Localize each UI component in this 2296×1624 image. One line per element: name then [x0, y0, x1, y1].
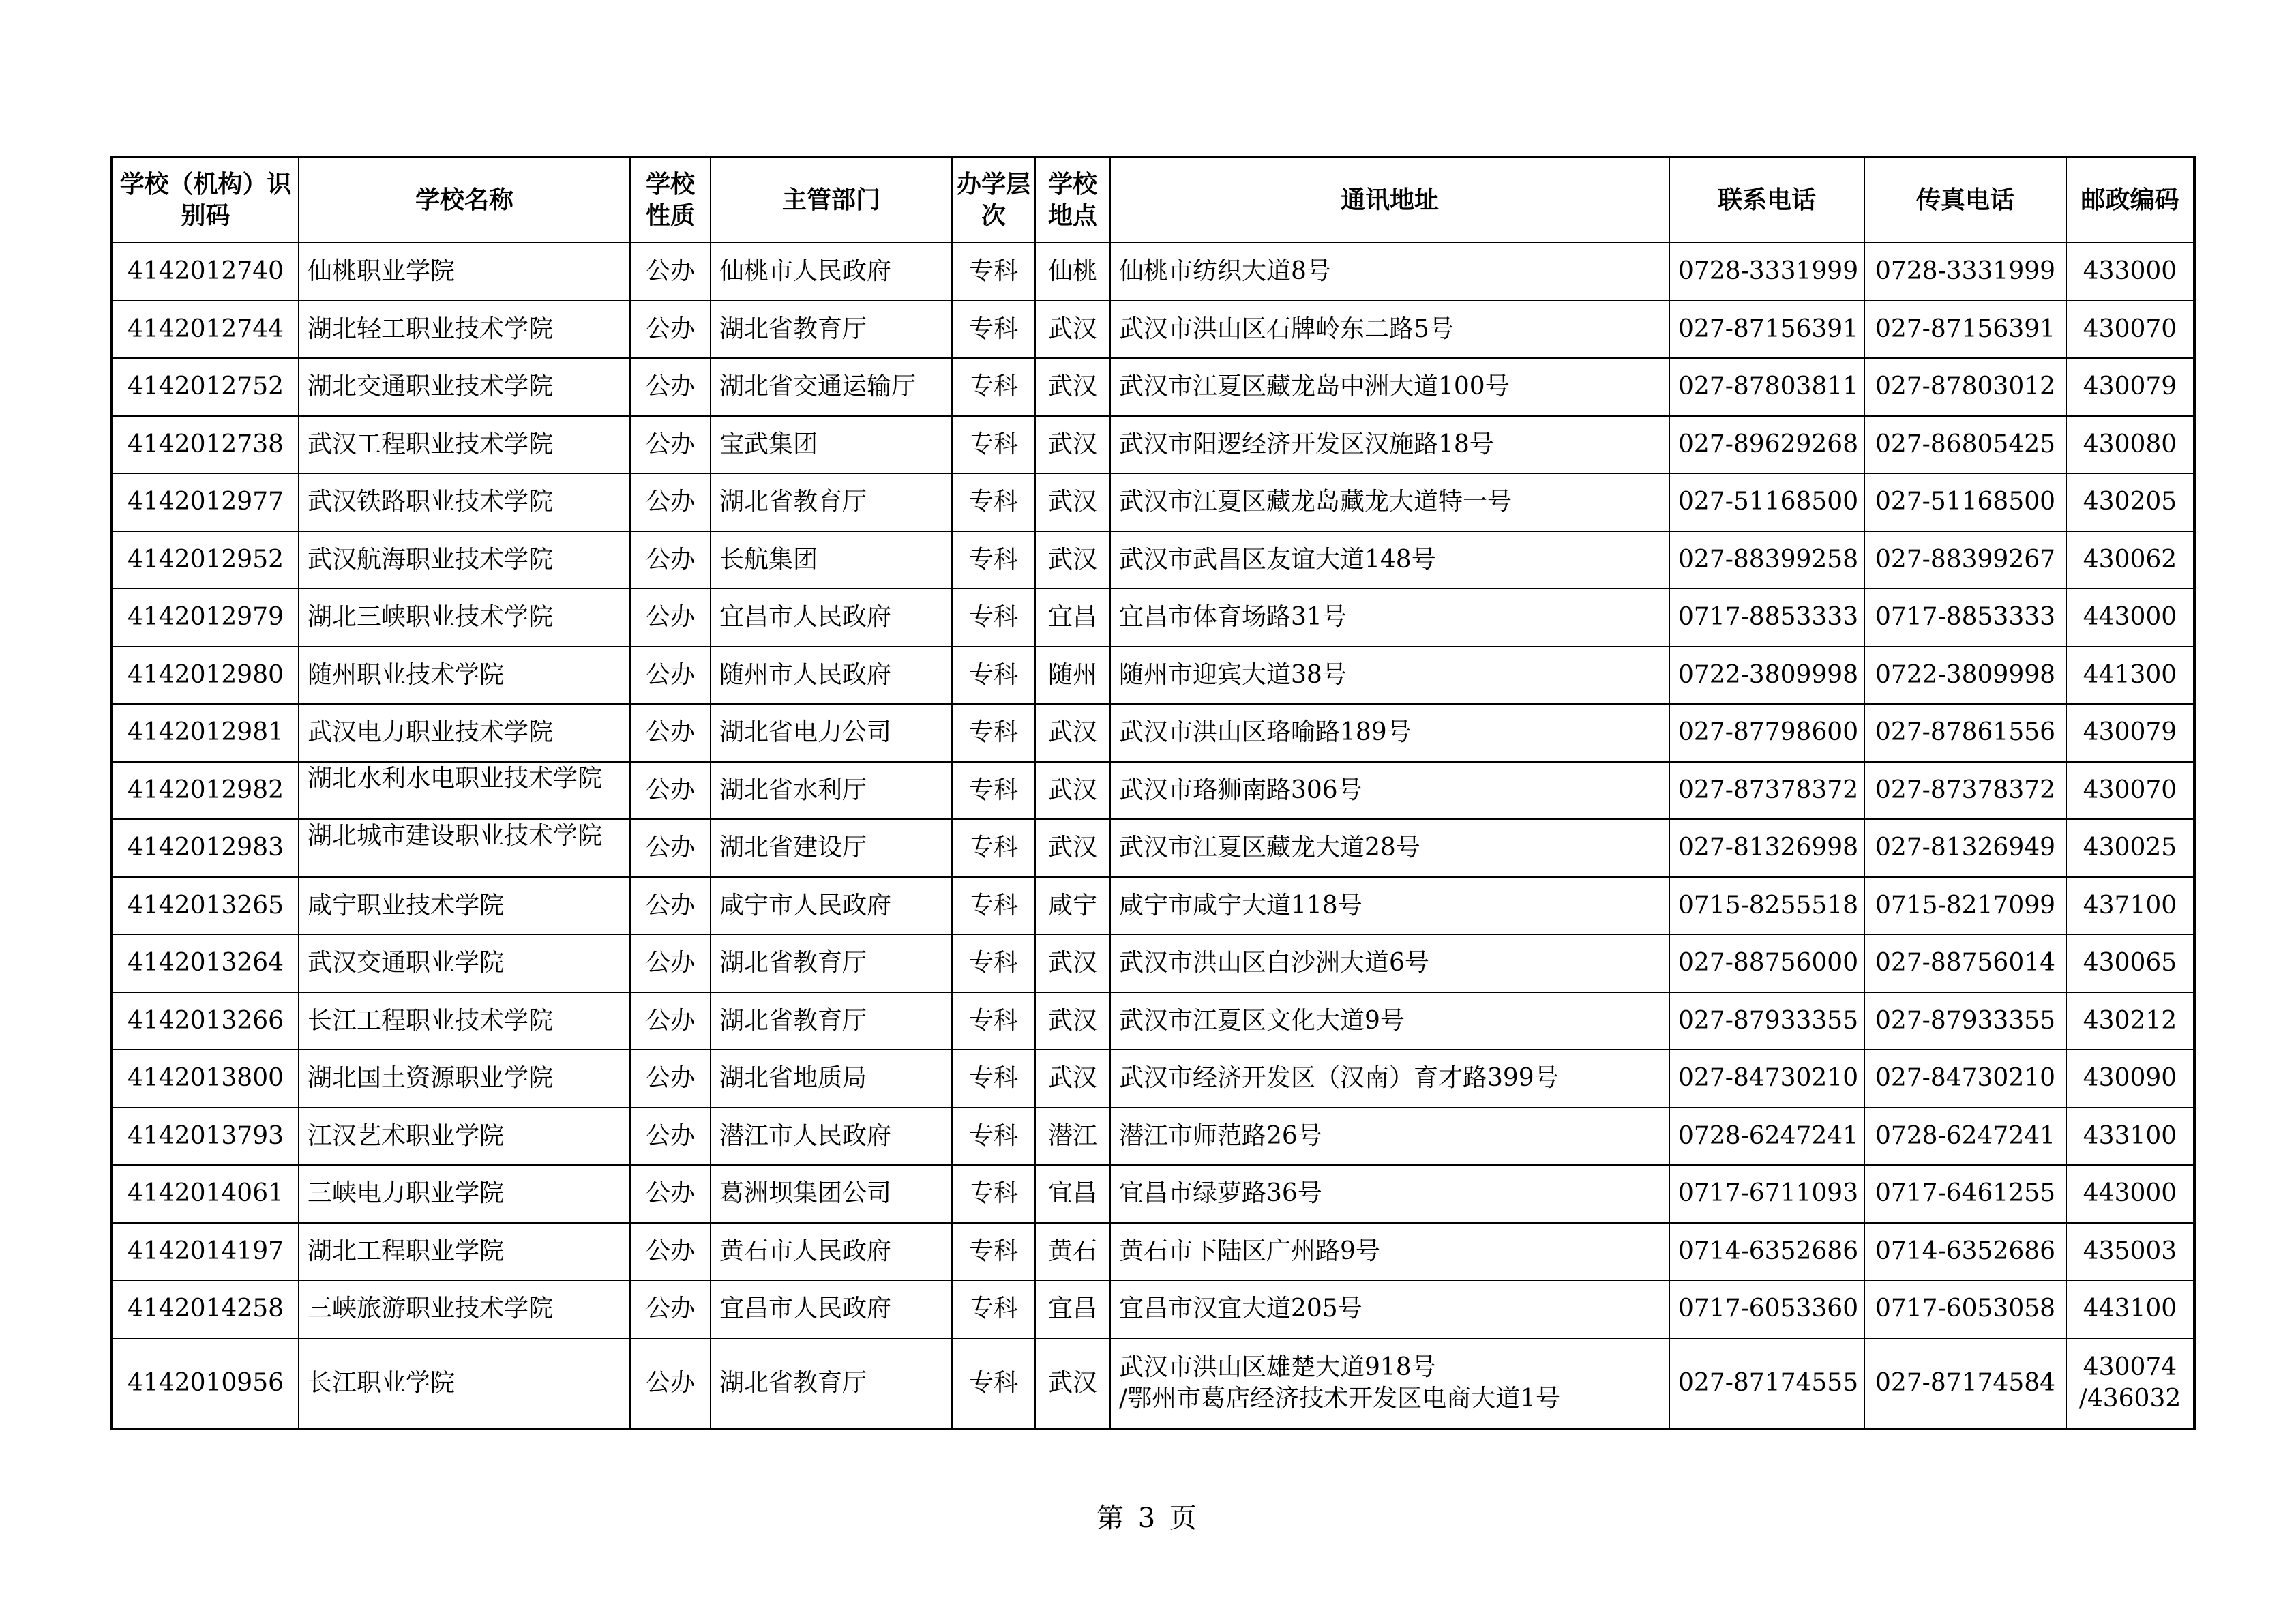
- cell-address-line: 宜昌市汉宜大道205号: [1119, 1295, 1362, 1323]
- cell-level: 专科: [952, 1338, 1035, 1429]
- cell-level: 专科: [952, 589, 1035, 647]
- cell-phone: 0714-6352686: [1669, 1223, 1864, 1281]
- cell-location: 宜昌: [1035, 589, 1110, 647]
- cell-school-code: 4142012977: [112, 473, 299, 531]
- cell-school-nature: 公办: [630, 473, 711, 531]
- cell-school-name: 武汉航海职业技术学院: [299, 531, 630, 589]
- cell-location: 武汉: [1035, 819, 1110, 877]
- table-row: [112, 1050, 2194, 1108]
- cell-address: [1110, 473, 1669, 531]
- cell-level: 专科: [952, 704, 1035, 762]
- cell-school-nature: 公办: [630, 704, 711, 762]
- cell-location: 武汉: [1035, 1338, 1110, 1429]
- cell-department: 葛洲坝集团公司: [711, 1165, 952, 1223]
- header-postcode: 邮政编码: [2066, 157, 2194, 243]
- cell-phone: 0717-8853333: [1669, 589, 1864, 647]
- cell-location: 武汉: [1035, 762, 1110, 820]
- cell-level: 专科: [952, 531, 1035, 589]
- cell-address: [1110, 1280, 1669, 1338]
- cell-location: 武汉: [1035, 992, 1110, 1050]
- cell-phone: 0717-6053360: [1669, 1280, 1864, 1338]
- cell-department: 长航集团: [711, 531, 952, 589]
- cell-school-nature: 公办: [630, 1280, 711, 1338]
- table-row: [112, 934, 2194, 992]
- cell-fax: 027-86805425: [1864, 416, 2066, 474]
- cell-fax: 0715-8217099: [1864, 877, 2066, 935]
- cell-address-line: 黄石市下陆区广州路9号: [1119, 1237, 1380, 1265]
- cell-address-line: 武汉市经济开发区（汉南）育才路399号: [1119, 1064, 1559, 1093]
- cell-school-code: 4142012980: [112, 647, 299, 705]
- school-name-text: 湖北城市建设职业技术学院: [308, 822, 603, 851]
- cell-fax: 027-87156391: [1864, 301, 2066, 359]
- cell-address: [1110, 1050, 1669, 1108]
- cell-school-code: 4142013793: [112, 1108, 299, 1166]
- cell-address-line: 武汉市洪山区石牌岭东二路5号: [1119, 314, 1454, 343]
- cell-postcode: [2066, 1338, 2194, 1429]
- cell-postcode: [2066, 992, 2194, 1050]
- cell-school-code: 4142012744: [112, 301, 299, 359]
- cell-fax: 027-87861556: [1864, 704, 2066, 762]
- cell-postcode: [2066, 1108, 2194, 1166]
- cell-school-code: 4142012983: [112, 819, 299, 877]
- table-row: [112, 992, 2194, 1050]
- table-row: [112, 589, 2194, 647]
- cell-address-line: 武汉市洪山区雄楚大道918号: [1119, 1353, 1436, 1381]
- cell-address: [1110, 877, 1669, 935]
- cell-address-line: 随州市迎宾大道38号: [1119, 660, 1347, 689]
- cell-location: 仙桃: [1035, 243, 1110, 301]
- cell-phone: 0728-6247241: [1669, 1108, 1864, 1166]
- cell-postcode: [2066, 243, 2194, 301]
- cell-phone: 027-87156391: [1669, 301, 1864, 359]
- cell-fax: 027-51168500: [1864, 473, 2066, 531]
- cell-level: 专科: [952, 1280, 1035, 1338]
- cell-school-nature: 公办: [630, 647, 711, 705]
- cell-address-line: 武汉市江夏区文化大道9号: [1119, 1006, 1405, 1035]
- cell-address: [1110, 934, 1669, 992]
- cell-location: 宜昌: [1035, 1280, 1110, 1338]
- cell-postcode-line: 430079: [2083, 718, 2177, 747]
- table-row: [112, 531, 2194, 589]
- cell-postcode-line: 430074: [2083, 1353, 2177, 1381]
- cell-phone: 027-87174555: [1669, 1338, 1864, 1429]
- cell-school-name: 湖北三峡职业技术学院: [299, 589, 630, 647]
- table-row: [112, 704, 2194, 762]
- cell-postcode-line: 430065: [2083, 949, 2177, 977]
- cell-level: 专科: [952, 473, 1035, 531]
- cell-school-code: 4142010956: [112, 1338, 299, 1429]
- cell-school-name: 咸宁职业技术学院: [299, 877, 630, 935]
- cell-location: 武汉: [1035, 416, 1110, 474]
- cell-phone: 027-88399258: [1669, 531, 1864, 589]
- cell-location: 随州: [1035, 647, 1110, 705]
- cell-school-name: 江汉艺术职业学院: [299, 1108, 630, 1166]
- cell-phone: 027-87933355: [1669, 992, 1864, 1050]
- cell-fax: 0714-6352686: [1864, 1223, 2066, 1281]
- cell-school-name: 长江职业学院: [299, 1338, 630, 1429]
- cell-postcode-line: 430070: [2083, 776, 2177, 804]
- cell-phone: 027-89629268: [1669, 416, 1864, 474]
- cell-postcode: [2066, 416, 2194, 474]
- cell-address-line: 武汉市珞狮南路306号: [1119, 776, 1362, 804]
- cell-school-name: 武汉交通职业学院: [299, 934, 630, 992]
- cell-level: 专科: [952, 301, 1035, 359]
- cell-fax: 0728-3331999: [1864, 243, 2066, 301]
- cell-school-code: 4142012740: [112, 243, 299, 301]
- header-school-nature: 学校性质: [630, 157, 711, 243]
- cell-school-name: 长江工程职业技术学院: [299, 992, 630, 1050]
- cell-school-nature: 公办: [630, 1165, 711, 1223]
- cell-school-code: 4142014197: [112, 1223, 299, 1281]
- table-header: [112, 157, 2194, 243]
- cell-school-name: 仙桃职业学院: [299, 243, 630, 301]
- cell-school-code: 4142014258: [112, 1280, 299, 1338]
- cell-department: 湖北省建设厅: [711, 819, 952, 877]
- table-row: [112, 762, 2194, 820]
- cell-address: [1110, 416, 1669, 474]
- cell-school-nature: 公办: [630, 358, 711, 416]
- cell-location: 武汉: [1035, 473, 1110, 531]
- cell-postcode-line: 443000: [2083, 603, 2177, 632]
- cell-department: 湖北省教育厅: [711, 934, 952, 992]
- cell-school-name: 随州职业技术学院: [299, 647, 630, 705]
- cell-postcode: [2066, 647, 2194, 705]
- cell-postcode: [2066, 301, 2194, 359]
- cell-fax: 0717-6053058: [1864, 1280, 2066, 1338]
- cell-level: 专科: [952, 647, 1035, 705]
- cell-school-name: 湖北国土资源职业学院: [299, 1050, 630, 1108]
- cell-postcode-line: 443100: [2083, 1295, 2177, 1323]
- page-number: 第 3 页: [1097, 1503, 1199, 1534]
- cell-phone: 0722-3809998: [1669, 647, 1864, 705]
- cell-school-name: [299, 762, 630, 820]
- cell-postcode: [2066, 1050, 2194, 1108]
- cell-address: [1110, 1165, 1669, 1223]
- table-row: [112, 1165, 2194, 1223]
- cell-postcode: [2066, 531, 2194, 589]
- cell-fax: 0717-6461255: [1864, 1165, 2066, 1223]
- cell-location: 武汉: [1035, 704, 1110, 762]
- cell-address: [1110, 1223, 1669, 1281]
- table-row: [112, 819, 2194, 877]
- cell-level: 专科: [952, 877, 1035, 935]
- cell-address: [1110, 762, 1669, 820]
- cell-department: 湖北省电力公司: [711, 704, 952, 762]
- cell-fax: 0728-6247241: [1864, 1108, 2066, 1166]
- header-level: 办学层次: [952, 157, 1035, 243]
- cell-level: 专科: [952, 1223, 1035, 1281]
- table-row: [112, 1280, 2194, 1338]
- cell-address: [1110, 589, 1669, 647]
- cell-school-code: 4142013266: [112, 992, 299, 1050]
- cell-postcode: [2066, 877, 2194, 935]
- cell-location: 武汉: [1035, 301, 1110, 359]
- cell-school-name: 三峡电力职业学院: [299, 1165, 630, 1223]
- cell-level: 专科: [952, 1050, 1035, 1108]
- cell-address: [1110, 531, 1669, 589]
- cell-school-code: 4142012738: [112, 416, 299, 474]
- cell-address-line: 宜昌市体育场路31号: [1119, 603, 1347, 632]
- cell-school-nature: 公办: [630, 877, 711, 935]
- cell-school-nature: 公办: [630, 1223, 711, 1281]
- school-name-text: 湖北水利水电职业技术学院: [308, 764, 603, 793]
- cell-school-name: 武汉铁路职业技术学院: [299, 473, 630, 531]
- cell-postcode: [2066, 473, 2194, 531]
- cell-fax: 027-87378372: [1864, 762, 2066, 820]
- cell-school-code: 4142013265: [112, 877, 299, 935]
- cell-postcode-line: 430212: [2083, 1006, 2177, 1035]
- table-row: [112, 1338, 2194, 1429]
- header-location: 学校地点: [1035, 157, 1110, 243]
- cell-address-line: /鄂州市葛店经济技术开发区电商大道1号: [1119, 1384, 1561, 1413]
- cell-postcode-line: /436032: [2078, 1384, 2181, 1413]
- cell-fax: 0717-8853333: [1864, 589, 2066, 647]
- cell-phone: 027-81326998: [1669, 819, 1864, 877]
- cell-school-nature: 公办: [630, 1050, 711, 1108]
- cell-address: [1110, 1338, 1669, 1429]
- cell-postcode: [2066, 1165, 2194, 1223]
- cell-department: 湖北省地质局: [711, 1050, 952, 1108]
- cell-fax: 027-88756014: [1864, 934, 2066, 992]
- cell-school-name: 三峡旅游职业技术学院: [299, 1280, 630, 1338]
- cell-address: [1110, 647, 1669, 705]
- cell-fax: 027-87803012: [1864, 358, 2066, 416]
- cell-postcode-line: 443000: [2083, 1179, 2177, 1208]
- cell-level: 专科: [952, 1108, 1035, 1166]
- cell-level: 专科: [952, 416, 1035, 474]
- cell-department: 宜昌市人民政府: [711, 589, 952, 647]
- cell-phone: 0715-8255518: [1669, 877, 1864, 935]
- cell-department: 湖北省交通运输厅: [711, 358, 952, 416]
- cell-address: [1110, 992, 1669, 1050]
- cell-school-code: 4142012981: [112, 704, 299, 762]
- cell-school-nature: 公办: [630, 301, 711, 359]
- cell-level: 专科: [952, 992, 1035, 1050]
- cell-postcode: [2066, 1280, 2194, 1338]
- cell-address-line: 武汉市武昌区友谊大道148号: [1119, 545, 1436, 574]
- table-row: [112, 877, 2194, 935]
- cell-postcode-line: 433100: [2083, 1121, 2177, 1150]
- cell-phone: 027-51168500: [1669, 473, 1864, 531]
- cell-department: 仙桃市人民政府: [711, 243, 952, 301]
- cell-location: 咸宁: [1035, 877, 1110, 935]
- cell-location: 武汉: [1035, 531, 1110, 589]
- cell-postcode-line: 430080: [2083, 430, 2177, 458]
- cell-level: 专科: [952, 762, 1035, 820]
- cell-level: 专科: [952, 243, 1035, 301]
- cell-school-nature: 公办: [630, 1338, 711, 1429]
- cell-school-code: 4142013264: [112, 934, 299, 992]
- cell-level: 专科: [952, 1165, 1035, 1223]
- cell-address-line: 仙桃市纺织大道8号: [1119, 257, 1331, 286]
- cell-phone: 027-84730210: [1669, 1050, 1864, 1108]
- cell-address-line: 武汉市洪山区珞喻路189号: [1119, 718, 1412, 747]
- cell-fax: 027-87933355: [1864, 992, 2066, 1050]
- cell-address-line: 武汉市江夏区藏龙大道28号: [1119, 833, 1420, 862]
- cell-department: 湖北省教育厅: [711, 992, 952, 1050]
- cell-postcode: [2066, 762, 2194, 820]
- cell-fax: 027-88399267: [1864, 531, 2066, 589]
- table-body: [112, 243, 2194, 1429]
- cell-postcode: [2066, 704, 2194, 762]
- table-row: [112, 358, 2194, 416]
- cell-address: [1110, 358, 1669, 416]
- cell-school-name: 湖北轻工职业技术学院: [299, 301, 630, 359]
- cell-school-code: 4142014061: [112, 1165, 299, 1223]
- cell-school-nature: 公办: [630, 762, 711, 820]
- cell-postcode-line: 430205: [2083, 488, 2177, 516]
- cell-location: 宜昌: [1035, 1165, 1110, 1223]
- cell-postcode: [2066, 819, 2194, 877]
- cell-school-name: 武汉工程职业技术学院: [299, 416, 630, 474]
- cell-school-code: 4142012979: [112, 589, 299, 647]
- table-row: [112, 243, 2194, 301]
- cell-school-nature: 公办: [630, 531, 711, 589]
- cell-address-line: 武汉市阳逻经济开发区汉施路18号: [1119, 430, 1494, 458]
- header-phone: 联系电话: [1669, 157, 1864, 243]
- cell-phone: 0717-6711093: [1669, 1165, 1864, 1223]
- cell-school-nature: 公办: [630, 416, 711, 474]
- cell-postcode: [2066, 358, 2194, 416]
- cell-department: 黄石市人民政府: [711, 1223, 952, 1281]
- cell-department: 潜江市人民政府: [711, 1108, 952, 1166]
- header-school-code: 学校（机构）识别码: [112, 157, 299, 243]
- cell-level: 专科: [952, 934, 1035, 992]
- cell-school-nature: 公办: [630, 1108, 711, 1166]
- cell-school-name: 湖北交通职业技术学院: [299, 358, 630, 416]
- cell-postcode-line: 430079: [2083, 372, 2177, 401]
- cell-postcode-line: 430025: [2083, 833, 2177, 862]
- cell-school-code: 4142012982: [112, 762, 299, 820]
- cell-location: 潜江: [1035, 1108, 1110, 1166]
- cell-level: 专科: [952, 358, 1035, 416]
- cell-address-line: 咸宁市咸宁大道118号: [1119, 891, 1362, 919]
- table-row: [112, 301, 2194, 359]
- header-school-name: 学校名称: [299, 157, 630, 243]
- cell-school-nature: 公办: [630, 589, 711, 647]
- cell-postcode-line: 437100: [2083, 891, 2177, 919]
- cell-department: 湖北省教育厅: [711, 1338, 952, 1429]
- cell-phone: 027-87378372: [1669, 762, 1864, 820]
- cell-school-code: 4142012752: [112, 358, 299, 416]
- cell-postcode-line: 430070: [2083, 314, 2177, 343]
- cell-postcode-line: 433000: [2083, 257, 2177, 286]
- cell-department: 宜昌市人民政府: [711, 1280, 952, 1338]
- cell-school-name: 湖北工程职业学院: [299, 1223, 630, 1281]
- cell-phone: 0728-3331999: [1669, 243, 1864, 301]
- cell-address: [1110, 243, 1669, 301]
- cell-school-nature: 公办: [630, 934, 711, 992]
- cell-school-code: 4142012952: [112, 531, 299, 589]
- cell-phone: 027-87798600: [1669, 704, 1864, 762]
- cell-postcode: [2066, 934, 2194, 992]
- table-row: [112, 647, 2194, 705]
- cell-address: [1110, 301, 1669, 359]
- cell-location: 武汉: [1035, 934, 1110, 992]
- header-department: 主管部门: [711, 157, 952, 243]
- cell-address-line: 宜昌市绿萝路36号: [1119, 1179, 1322, 1208]
- cell-fax: 027-84730210: [1864, 1050, 2066, 1108]
- cell-department: 湖北省教育厅: [711, 473, 952, 531]
- cell-school-nature: 公办: [630, 992, 711, 1050]
- cell-school-nature: 公办: [630, 243, 711, 301]
- cell-address-line: 武汉市洪山区白沙洲大道6号: [1119, 949, 1429, 977]
- cell-level: 专科: [952, 819, 1035, 877]
- cell-postcode-line: 430090: [2083, 1064, 2177, 1093]
- cell-fax: 0722-3809998: [1864, 647, 2066, 705]
- table-row: [112, 1108, 2194, 1166]
- cell-location: 武汉: [1035, 1050, 1110, 1108]
- cell-address-line: 潜江市师范路26号: [1119, 1121, 1322, 1150]
- cell-phone: 027-87803811: [1669, 358, 1864, 416]
- header-row: [112, 157, 2194, 243]
- cell-department: 湖北省水利厅: [711, 762, 952, 820]
- cell-postcode-line: 430062: [2083, 545, 2177, 574]
- cell-school-nature: 公办: [630, 819, 711, 877]
- cell-location: 黄石: [1035, 1223, 1110, 1281]
- table-row: [112, 1223, 2194, 1281]
- header-fax: 传真电话: [1864, 157, 2066, 243]
- cell-postcode-line: 435003: [2083, 1237, 2177, 1265]
- header-address: 通讯地址: [1110, 157, 1669, 243]
- cell-department: 湖北省教育厅: [711, 301, 952, 359]
- cell-address: [1110, 819, 1669, 877]
- cell-address: [1110, 704, 1669, 762]
- cell-address-line: 武汉市江夏区藏龙岛中洲大道100号: [1119, 372, 1510, 401]
- cell-school-name: 武汉电力职业技术学院: [299, 704, 630, 762]
- cell-department: 随州市人民政府: [711, 647, 952, 705]
- table-row: [112, 416, 2194, 474]
- cell-location: 武汉: [1035, 358, 1110, 416]
- cell-address-line: 武汉市江夏区藏龙岛藏龙大道特一号: [1119, 488, 1512, 516]
- school-directory-table: [110, 156, 2196, 1430]
- cell-postcode: [2066, 589, 2194, 647]
- cell-fax: 027-81326949: [1864, 819, 2066, 877]
- table-row: [112, 473, 2194, 531]
- cell-department: 宝武集团: [711, 416, 952, 474]
- cell-fax: 027-87174584: [1864, 1338, 2066, 1429]
- cell-phone: 027-88756000: [1669, 934, 1864, 992]
- cell-postcode-line: 441300: [2083, 660, 2177, 689]
- cell-department: 咸宁市人民政府: [711, 877, 952, 935]
- cell-address: [1110, 1108, 1669, 1166]
- cell-school-name: [299, 819, 630, 877]
- cell-school-code: 4142013800: [112, 1050, 299, 1108]
- cell-postcode: [2066, 1223, 2194, 1281]
